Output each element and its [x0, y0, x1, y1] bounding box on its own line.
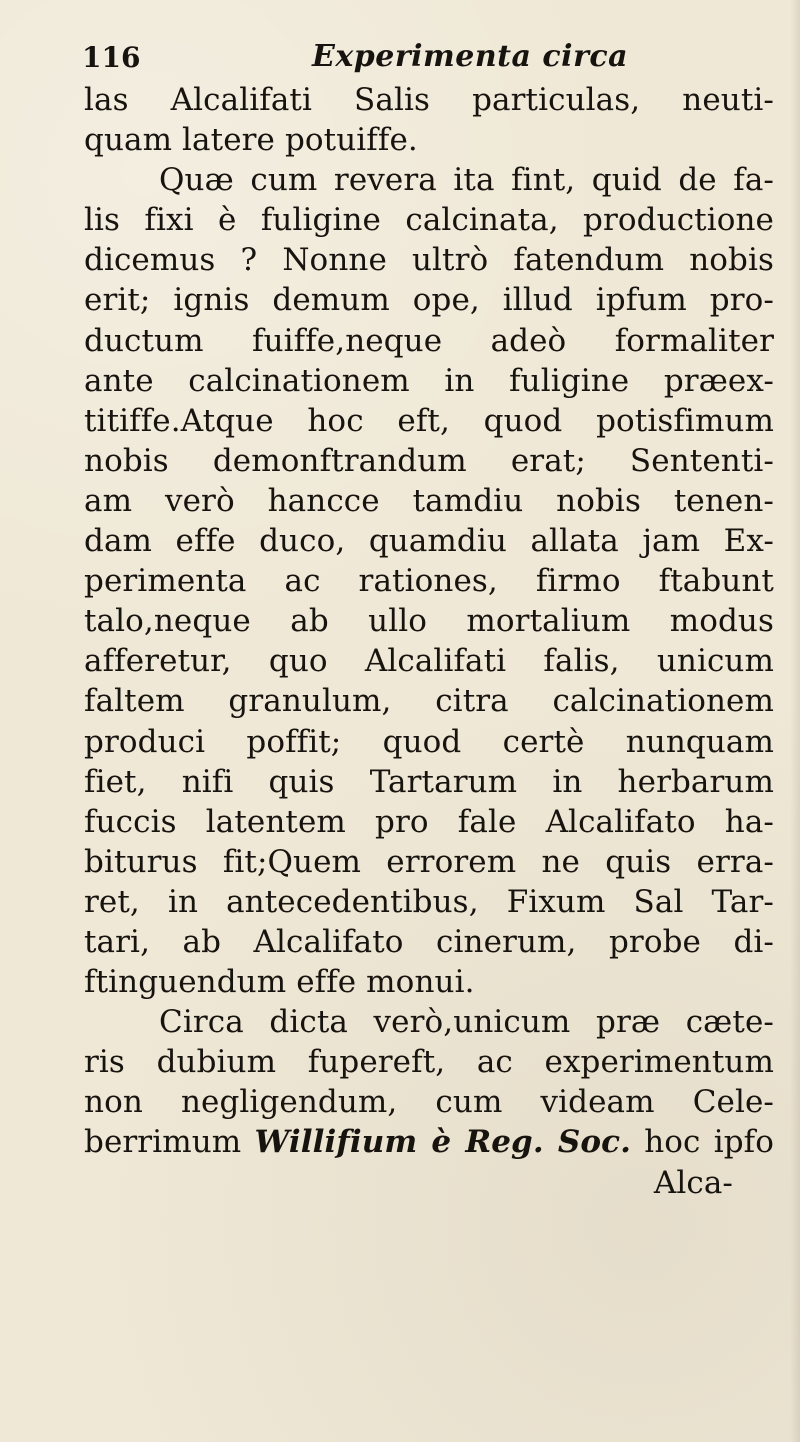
- text-line-with-name: [84, 1122, 774, 1162]
- text-line: quam latere potuiffe.: [84, 122, 418, 159]
- catchword: Alca-: [653, 1164, 733, 1201]
- page-number: 116: [82, 41, 141, 74]
- text-line: biturus fit;Quem errorem ne quis erra-: [84, 843, 774, 880]
- text-line: [84, 1002, 774, 1042]
- text-line: ris dubium fupereft, ac experimentum: [84, 1044, 774, 1081]
- main-text-block: [84, 80, 774, 1203]
- text-line: Quæ cum revera ita fint, quid de fa-: [159, 162, 774, 199]
- paragraph-start: Circa dicta verò,unicum præ cæte-: [159, 1004, 774, 1041]
- page-edge-shadow: [790, 0, 800, 1442]
- text-line: tari, ab Alcalifato cinerum, probe di-: [84, 923, 774, 960]
- text-line: faltem granulum, citra calcinationem: [84, 683, 774, 720]
- text-line: nobis demonftrandum erat; Sententi-: [84, 442, 774, 479]
- text-line: non negligendum, cum videam Cele-: [84, 1084, 774, 1121]
- italic-author-name: Willifium è Reg. Soc.: [254, 1124, 631, 1161]
- text-line: dicemus ? Nonne ultrò fatendum nobis: [84, 242, 774, 279]
- text-line: las Alcalifati Salis particulas, neuti-: [84, 82, 774, 118]
- text-line: lis fixi è fuligine calcinata, productione: [84, 202, 774, 239]
- running-title: Experimenta circa: [312, 39, 629, 74]
- text-before-name: berrimum: [84, 1124, 255, 1161]
- text-line: titiffe.Atque hoc eft, quod potisfimum: [84, 402, 774, 439]
- text-after-name: hoc ipfo: [631, 1124, 774, 1161]
- text-line: produci poffit; quod certè nunquam: [84, 723, 774, 760]
- text-line: dam effe duco, quamdiu allata jam Ex-: [84, 523, 774, 560]
- text-line: perimenta ac rationes, firmo ftabunt: [84, 563, 774, 600]
- text-line: erit; ignis demum ope, illud ipfum pro-: [84, 282, 774, 319]
- text-line: ret, in antecedentibus, Fixum Sal Tar-: [84, 883, 774, 920]
- text-line: ductum fuiffe,neque adeò formaliter: [84, 322, 774, 359]
- text-line: ante calcinationem in fuligine præex-: [84, 362, 774, 399]
- text-line: am verò hancce tamdiu nobis tenen-: [84, 482, 774, 519]
- text-line: fuccis latentem pro fale Alcalifato ha-: [84, 803, 774, 840]
- page-header: [82, 38, 692, 80]
- text-line: talo,neque ab ullo mortalium modus: [84, 603, 774, 640]
- text-line: fiet, nifi quis Tartarum in herbarum: [84, 763, 774, 800]
- text-line: ftinguendum effe monui.: [84, 964, 475, 1001]
- text-line: afferetur, quo Alcalifati falis, unicum: [84, 643, 774, 680]
